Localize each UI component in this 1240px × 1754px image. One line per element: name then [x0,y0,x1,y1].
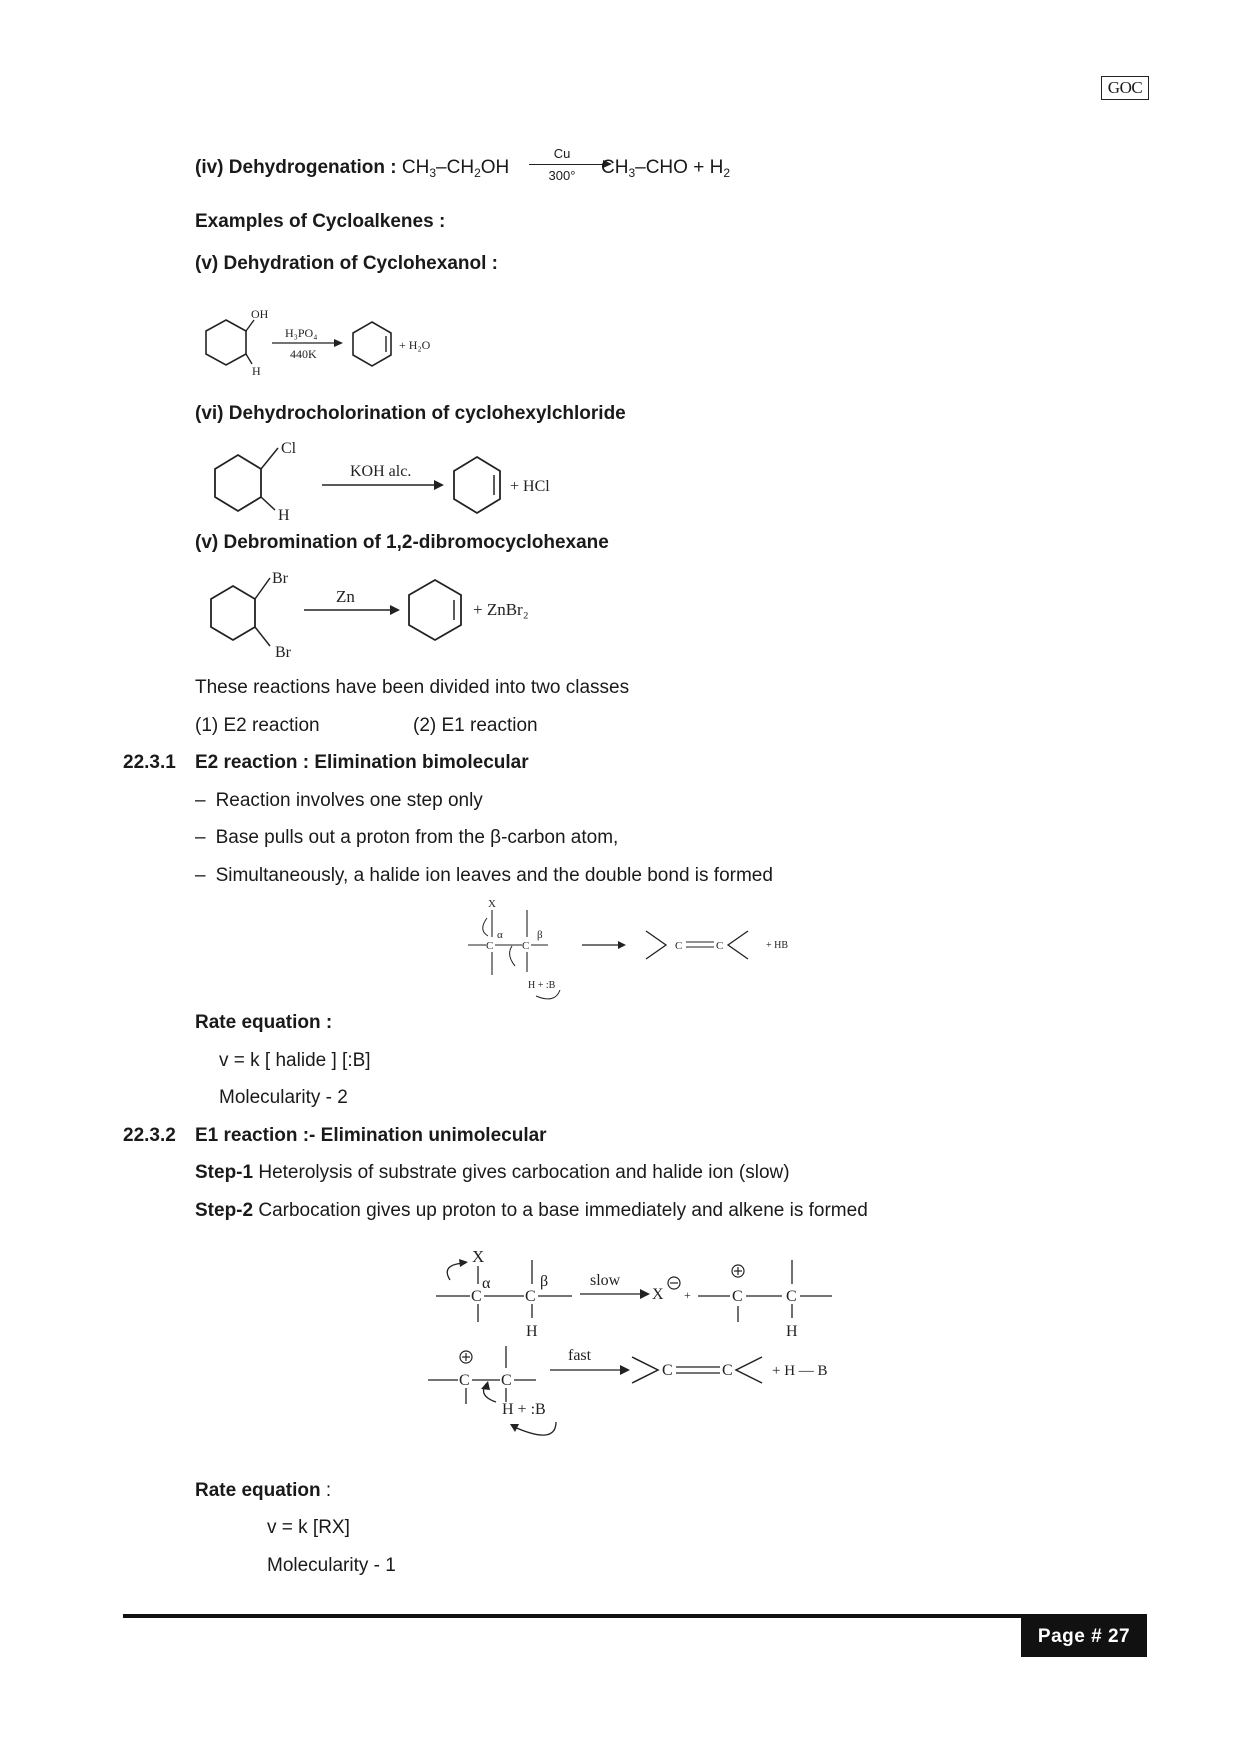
debromination-heading: (v) Debromination of 1,2-dibromocyclohexane [195,532,609,553]
svg-text:+: + [684,1288,691,1302]
e2-molecularity: Molecularity - 2 [219,1087,348,1108]
e2-rate-equation: v = k [ halide ] [:B] [219,1050,371,1071]
dehydrochlorination-heading: (vi) Dehydrocholorination of cyclohexylchloride [195,403,626,424]
byproduct-label: + HCl [510,478,550,495]
e1-section-number: 22.3.2 [123,1125,176,1146]
svg-text:C: C [786,1288,797,1305]
svg-text:X: X [472,1247,485,1266]
e1-step-1: Step-1 Heterolysis of substrate gives carbocation and halide ion (slow) [195,1162,790,1183]
e2-bullet-1: – Reaction involves one step only [195,790,483,811]
catalyst-label: Cu [553,146,571,161]
svg-text:C: C [471,1288,482,1305]
svg-text:β: β [540,1273,549,1290]
svg-text:slow: slow [590,1272,621,1289]
byproduct-label: + ZnBr₂ [473,600,529,619]
svg-text:α: α [482,1275,491,1292]
product-formula: $CH_3$–CHO + $H_2$ [601,157,730,180]
svg-text:C: C [662,1362,673,1379]
h-label: H [278,507,290,524]
h-label: H [252,364,261,378]
svg-text:C: C [525,1288,536,1305]
header-badge: GOC [1101,76,1149,100]
condition-label: 440K [290,347,317,361]
class-1: (1) E2 reaction [195,715,320,736]
svg-text:fast: fast [568,1347,592,1364]
br-bottom-label: Br [275,644,291,661]
e2-rate-heading: Rate equation : [195,1012,333,1033]
svg-text:+ H — B: + H — B [772,1363,828,1379]
br-top-label: Br [272,570,288,587]
e1-step-2: Step-2 Carbocation gives up proton to a base immediately and alkene is formed [195,1200,868,1221]
e2-bullet-2: – Base pulls out a proton from the β-carbon atom, [195,827,619,848]
cl-label: Cl [281,440,297,457]
e1-rate-equation: v = k [RX] [267,1517,350,1538]
e1-rate-heading: Rate equation : [195,1480,332,1501]
classes-intro: These reactions have been divided into two classes [195,677,630,698]
svg-text:C: C [459,1372,470,1389]
svg-text:H: H [526,1323,538,1340]
svg-text:C: C [716,940,724,952]
reagent-label: H₃PO₄ [285,326,318,340]
reactant-formula: $CH_3-CH_2OH$ [401,157,510,180]
reagent-label: KOH alc. [350,463,412,480]
e2-section-title: E2 reaction : Elimination bimolecular [195,752,529,773]
svg-text:+ HB: + HB [766,940,789,951]
svg-text:X: X [488,898,496,910]
e2-bullet-3: – Simultaneously, a halide ion leaves and the double bond is formed [195,865,773,886]
svg-text:H + :B: H + :B [502,1401,546,1418]
svg-text:C: C [722,1362,733,1379]
dehydration-heading: (v) Dehydration of Cyclohexanol : [195,253,498,274]
svg-text:H + :B: H + :B [528,980,556,991]
class-2: (2) E1 reaction [413,715,538,736]
e1-section-title: E1 reaction :- Elimination unimolecular [195,1125,547,1146]
svg-text:C: C [501,1372,512,1389]
svg-text:H: H [786,1323,798,1340]
e2-section-number: 22.3.1 [123,752,176,773]
temperature-label: 300° [548,168,576,183]
svg-text:C: C [522,940,530,952]
cycloalkenes-heading: Examples of Cycloalkenes : [195,211,446,232]
svg-text:C: C [675,940,683,952]
svg-text:C: C [486,940,494,952]
e1-molecularity: Molecularity - 1 [267,1555,396,1576]
dehydrogenation-label: (iv) Dehydrogenation : [195,157,397,178]
svg-text:α: α [497,929,503,941]
svg-text:β: β [537,929,543,941]
svg-text:C: C [732,1288,743,1305]
page-number: Page # 27 [1021,1617,1147,1657]
footer-rule [123,1614,1147,1618]
reagent-label: Zn [336,587,355,606]
oh-label: OH [251,307,269,321]
byproduct-label: + H₂O [399,338,431,352]
svg-text:X: X [652,1286,664,1303]
